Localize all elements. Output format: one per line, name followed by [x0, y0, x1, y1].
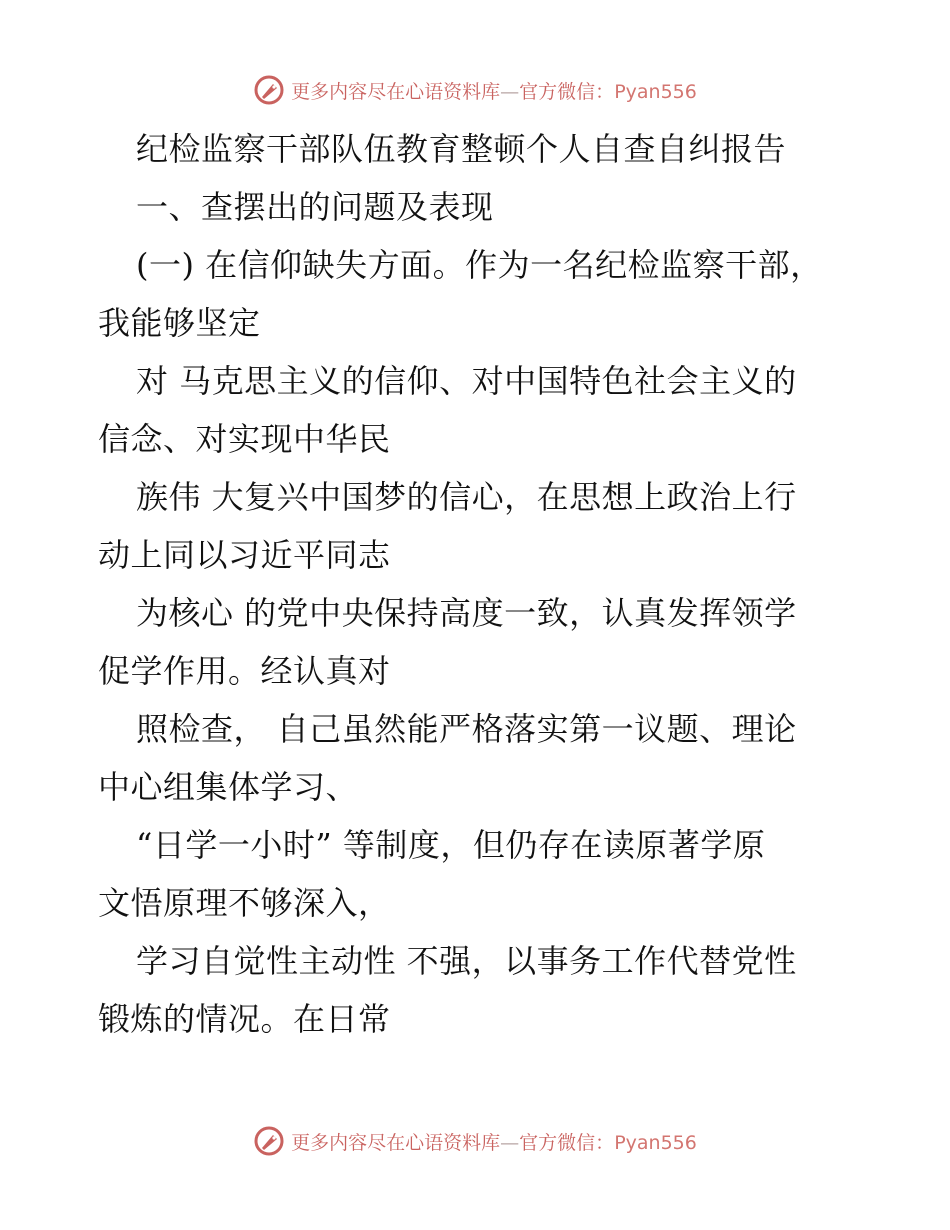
paragraph-line: 中心组集体学习、	[98, 768, 359, 806]
paragraph-line: 我能够坚定	[98, 304, 261, 342]
watermark-contact-label: 官方微信：	[519, 1131, 615, 1154]
paragraph-line: (一) 在信仰缺失方面。作为一名纪检监察干部，	[136, 246, 823, 284]
document-body	[98, 120, 858, 1048]
watermark-separator: —	[500, 80, 520, 103]
paragraph-line: “日学一小时” 等制度，但仍存在读原著学原	[136, 826, 766, 864]
watermark-main-text: 更多内容尽在心语资料库	[291, 80, 501, 103]
watermark-footer	[0, 1121, 950, 1161]
paragraph-line: 族伟 大复兴中国梦的信心，在思想上政治上行	[136, 478, 797, 516]
watermark-text	[291, 1128, 697, 1155]
paragraph-line: 照检查， 自己虽然能严格落实第一议题、理论	[136, 710, 797, 748]
paragraph-line: 促学作用。经认真对	[98, 652, 391, 690]
section-heading: 一、查摆出的问题及表现	[136, 188, 494, 226]
document-title: 纪检监察干部队伍教育整顿个人自查自纠报告	[136, 130, 787, 168]
watermark-main-text: 更多内容尽在心语资料库	[291, 1131, 501, 1154]
watermark-text	[291, 77, 697, 104]
paragraph-line: 学习自觉性主动性 不强，以事务工作代替党性	[136, 942, 797, 980]
paragraph-line: 为核心 的党中央保持高度一致，认真发挥领学	[136, 594, 797, 632]
watermark-contact-label: 官方微信：	[519, 80, 615, 103]
watermark-separator: —	[500, 1131, 520, 1154]
pen-nib-circle-icon	[253, 74, 285, 106]
paragraph-line: 信念、对实现中华民	[98, 420, 391, 458]
paragraph-line: 文悟原理不够深入，	[98, 884, 391, 922]
watermark-contact-id: Pyan556	[614, 1131, 697, 1154]
pen-nib-circle-icon	[253, 1125, 285, 1157]
paragraph-line: 动上同以习近平同志	[98, 536, 391, 574]
watermark-contact-id: Pyan556	[614, 80, 697, 103]
paragraph-line: 对 马克思主义的信仰、对中国特色社会主义的	[136, 362, 797, 400]
watermark-header	[0, 70, 950, 110]
paragraph-line: 锻炼的情况。在日常	[98, 1000, 391, 1038]
